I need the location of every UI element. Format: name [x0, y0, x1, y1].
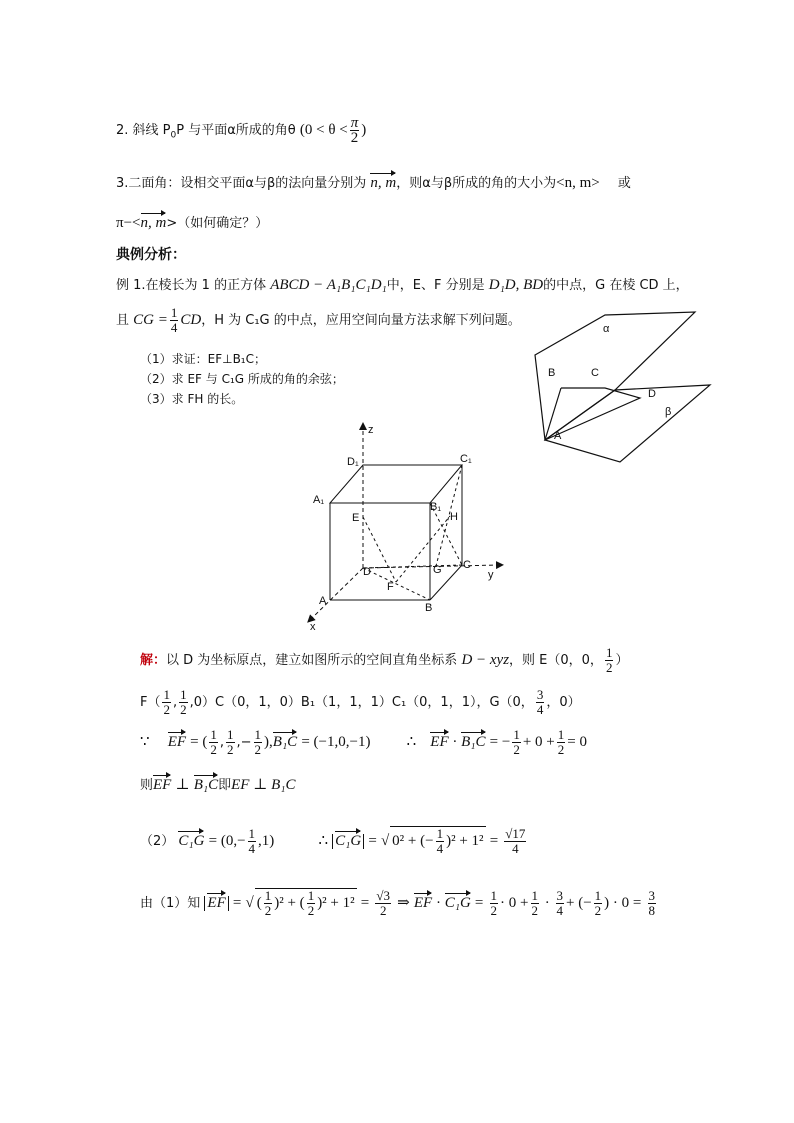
- ef-vec-2: EF: [430, 734, 449, 750]
- item3-mid: ，则α与β所成的角的大小为: [396, 176, 557, 191]
- question-1: （1）求证：EF⊥B₁C；: [140, 352, 266, 366]
- ef-norm: EF: [204, 896, 228, 911]
- coords-post: ，0）: [546, 695, 581, 710]
- solution-head: 解：: [140, 653, 167, 668]
- p2-label: （2）: [140, 833, 175, 849]
- then: 则: [140, 778, 154, 793]
- ef-norm-result: $\frac{√3}{2}$: [376, 887, 391, 918]
- cube-figure: [300, 420, 520, 635]
- lbl-A: A: [319, 595, 327, 607]
- c1g-vec-2: C₁G: [444, 894, 471, 911]
- label-B: B: [548, 367, 556, 379]
- item2-sub: 0: [170, 130, 177, 141]
- c1g-norm: C₁G: [332, 834, 364, 849]
- ef-vec-4: EF: [413, 894, 433, 911]
- lbl-A1: A₁: [313, 494, 325, 506]
- ji: 即: [218, 778, 232, 793]
- b1c-vec-3: B₁C: [193, 777, 219, 793]
- cube-name: ABCD − A₁B₁C₁D₁: [270, 277, 387, 293]
- r1: $\frac{1}{2}$: [264, 888, 272, 918]
- norm-radicand: 0² + (− $\frac{1}{4}$ )² + 1²: [392, 826, 484, 856]
- question-3: （3）求 FH 的长。: [140, 392, 244, 406]
- dot-result: $\frac{3}{8}$: [648, 887, 656, 918]
- line2-vec: n, m: [140, 215, 167, 231]
- t2: $\frac{1}{2}$: [531, 887, 538, 918]
- sol-dxyz: D − xyz: [461, 652, 510, 668]
- lbl-C1: C₁: [460, 453, 472, 465]
- label-D: D: [648, 388, 656, 400]
- ef1: $\frac{1}{2}$: [210, 727, 217, 757]
- item-3-line2: [116, 212, 268, 232]
- label-A: A: [554, 430, 562, 442]
- from1: 由（1）知: [140, 895, 201, 911]
- e-z-frac: $\frac{1}{2}$: [605, 645, 613, 675]
- fy: $\frac{1}{2}$: [180, 687, 187, 717]
- question-2: （2）求 EF 与 C₁G 所成的角的余弦；: [140, 372, 344, 386]
- t4: $\frac{1}{2}$: [594, 887, 602, 918]
- lbl-y: y: [488, 569, 494, 581]
- lbl-D: D: [363, 566, 371, 578]
- cg-label: CG =: [133, 312, 168, 328]
- lbl-D1: D₁: [347, 456, 359, 468]
- ef2: $\frac{1}{2}$: [227, 727, 234, 757]
- example-line2: [116, 306, 521, 335]
- therefore: ∴: [406, 734, 417, 750]
- perp: ⊥: [175, 777, 190, 793]
- norm-frac: $\frac{1}{4}$: [436, 826, 444, 856]
- dot-eq-mid: + 0 +: [522, 734, 555, 750]
- example-line1: [116, 274, 689, 294]
- item2-cond-post: ): [361, 122, 367, 138]
- section-title: 典例分析：: [116, 247, 186, 263]
- solution-perp: [140, 774, 295, 794]
- item2-cond-pre: (0 < θ <: [299, 122, 348, 138]
- solution-line1: [140, 646, 628, 675]
- ef-vec: EF: [167, 734, 187, 750]
- x-axis: [310, 568, 363, 620]
- ex-line1-post: 的中点，G 在棱 CD 上，: [543, 278, 689, 293]
- sol-line1: 以 D 为坐标原点，建立如图所示的空间直角坐标系: [166, 653, 458, 668]
- c1g-val-pre: = (0,−: [208, 832, 246, 849]
- item-2: [116, 116, 366, 145]
- quarter-fraction: $\frac{1}{4}$: [170, 305, 178, 335]
- solution-coords: F（ $\frac{1}{2}$ , $\frac{1}{2}$ ,0）C（0，1，0）B₁（1，1，1）C₁（0，1，1），G（0， $\frac{3}{4}$ ，0）: [140, 687, 581, 717]
- pi-minus: π−<: [116, 215, 141, 231]
- because: ∵: [140, 734, 150, 750]
- seg-db: [363, 568, 430, 600]
- fx: $\frac{1}{2}$: [163, 687, 170, 717]
- item2-mid: P 与平面α所成的角θ: [176, 123, 296, 138]
- coords-pre: F（: [140, 695, 161, 710]
- ef-vec-3: EF: [153, 777, 172, 793]
- lbl-B1: B₁: [430, 501, 442, 513]
- cd-label: CD: [180, 312, 202, 328]
- c1g-vec: C₁G: [178, 832, 205, 849]
- ef-perp-txt: EF ⊥ B₁C: [231, 777, 296, 793]
- label-C: C: [591, 367, 599, 379]
- dot-eq-post: = 0: [567, 734, 587, 750]
- b1c-val: = (−1,0,−1): [301, 734, 371, 750]
- ef-val-post: ),: [264, 734, 273, 750]
- ef-radicand: ( $\frac{1}{2}$ )² + ( $\frac{1}{2}$ )² + 1²: [256, 888, 355, 918]
- dot-eq-pre: = −: [489, 734, 511, 750]
- c1g-frac: $\frac{1}{4}$: [248, 825, 256, 856]
- lbl-F: F: [387, 581, 394, 593]
- ef-val-pre: = (: [190, 734, 208, 750]
- lbl-B: B: [425, 602, 433, 614]
- pi-over-2: $\frac{\pi}{2}$: [350, 115, 359, 146]
- lbl-C: C: [463, 559, 471, 571]
- c1g-val-post: ,1): [258, 832, 275, 849]
- midpoint-segs: D₁D, BD: [488, 277, 544, 293]
- lbl-G: G: [433, 564, 442, 576]
- lbl-x: x: [310, 621, 316, 633]
- item-3: [116, 172, 631, 192]
- item3-line2-post: >（如何确定？）: [166, 216, 269, 231]
- lbl-E: E: [352, 512, 360, 524]
- sol-line1-post: ，则 E（0，0，: [509, 653, 603, 668]
- lbl-z: z: [368, 424, 374, 436]
- lbl-H: H: [450, 511, 458, 523]
- therefore-2: ∴: [318, 832, 328, 849]
- r2: $\frac{1}{2}$: [307, 888, 315, 918]
- ex-line2-pre: 且: [116, 313, 130, 328]
- b1c-vec-2: B₁C: [461, 734, 486, 750]
- top-face: [330, 465, 462, 503]
- ef3: $\frac{1}{2}$: [254, 727, 262, 757]
- item3-or: 或: [617, 176, 631, 191]
- plane-beta: [545, 385, 710, 462]
- ex-line1-mid: 中，E、F 分别是: [386, 278, 485, 293]
- item3-angle: <n, m>: [556, 175, 600, 191]
- d1: $\frac{1}{2}$: [513, 727, 520, 757]
- plane-alpha: [535, 312, 695, 440]
- item2-label: 2. 斜线 P: [116, 123, 171, 138]
- t1: $\frac{1}{2}$: [490, 887, 498, 918]
- sol-close: ）: [615, 653, 629, 668]
- seg-fh: [396, 516, 450, 582]
- ex-line1-pre: 例 1.在棱长为 1 的正方体: [116, 278, 267, 293]
- norm-result: $\frac{√17}{4}$: [505, 825, 526, 856]
- solution-part2: （2） C₁G = (0,− $\frac{1}{4}$ ,1) ∴ C₁G = √ 0² + (− $\frac{1}{4}$ )² + 1² = $\frac{√17}{4}$: [140, 825, 526, 856]
- b1c-vec: B₁C: [272, 734, 298, 750]
- label-beta: β: [665, 406, 672, 418]
- gy: $\frac{3}{4}$: [536, 687, 544, 717]
- t3: $\frac{3}{4}$: [556, 887, 563, 918]
- coords-mid: ,0）C（0，1，0）B₁（1，1，1）C₁（0，1，1），G（0，: [189, 695, 534, 710]
- solution-vectors: ∵ EF = ( $\frac{1}{2}$ , $\frac{1}{2}$ ,− $\frac{1}{2}$ ),B₁C = (−1,0,−1) ∴ EF · B₁C = − $\frac{1}{2}$ + 0 + $\frac{1}{2}$ = 0: [140, 727, 587, 757]
- implies: ⇒: [397, 894, 410, 911]
- item3-label: 3.二面角：设相交平面α与β的法向量分别为: [116, 176, 367, 191]
- ex-line2-post: ，H 为 C₁G 的中点，应用空间向量方法求解下列问题。: [201, 313, 521, 328]
- d2: $\frac{1}{2}$: [557, 727, 565, 757]
- label-alpha: α: [603, 323, 610, 335]
- dihedral-figure: [525, 310, 720, 465]
- normal-vectors: n, m: [370, 175, 397, 191]
- solution-from1: 由（1）知 EF = √ ( $\frac{1}{2}$ )² + ( $\frac{1}{2}$ )² + 1² = $\frac{√3}{2}$ ⇒ EF · C₁G = $\frac{1}{2}$ · 0 + $\frac{1}{2}$ · $\frac{3}{4}$ + (− $\frac{1}{2}$ ) · 0 = $\frac{3}{8}$: [140, 887, 656, 918]
